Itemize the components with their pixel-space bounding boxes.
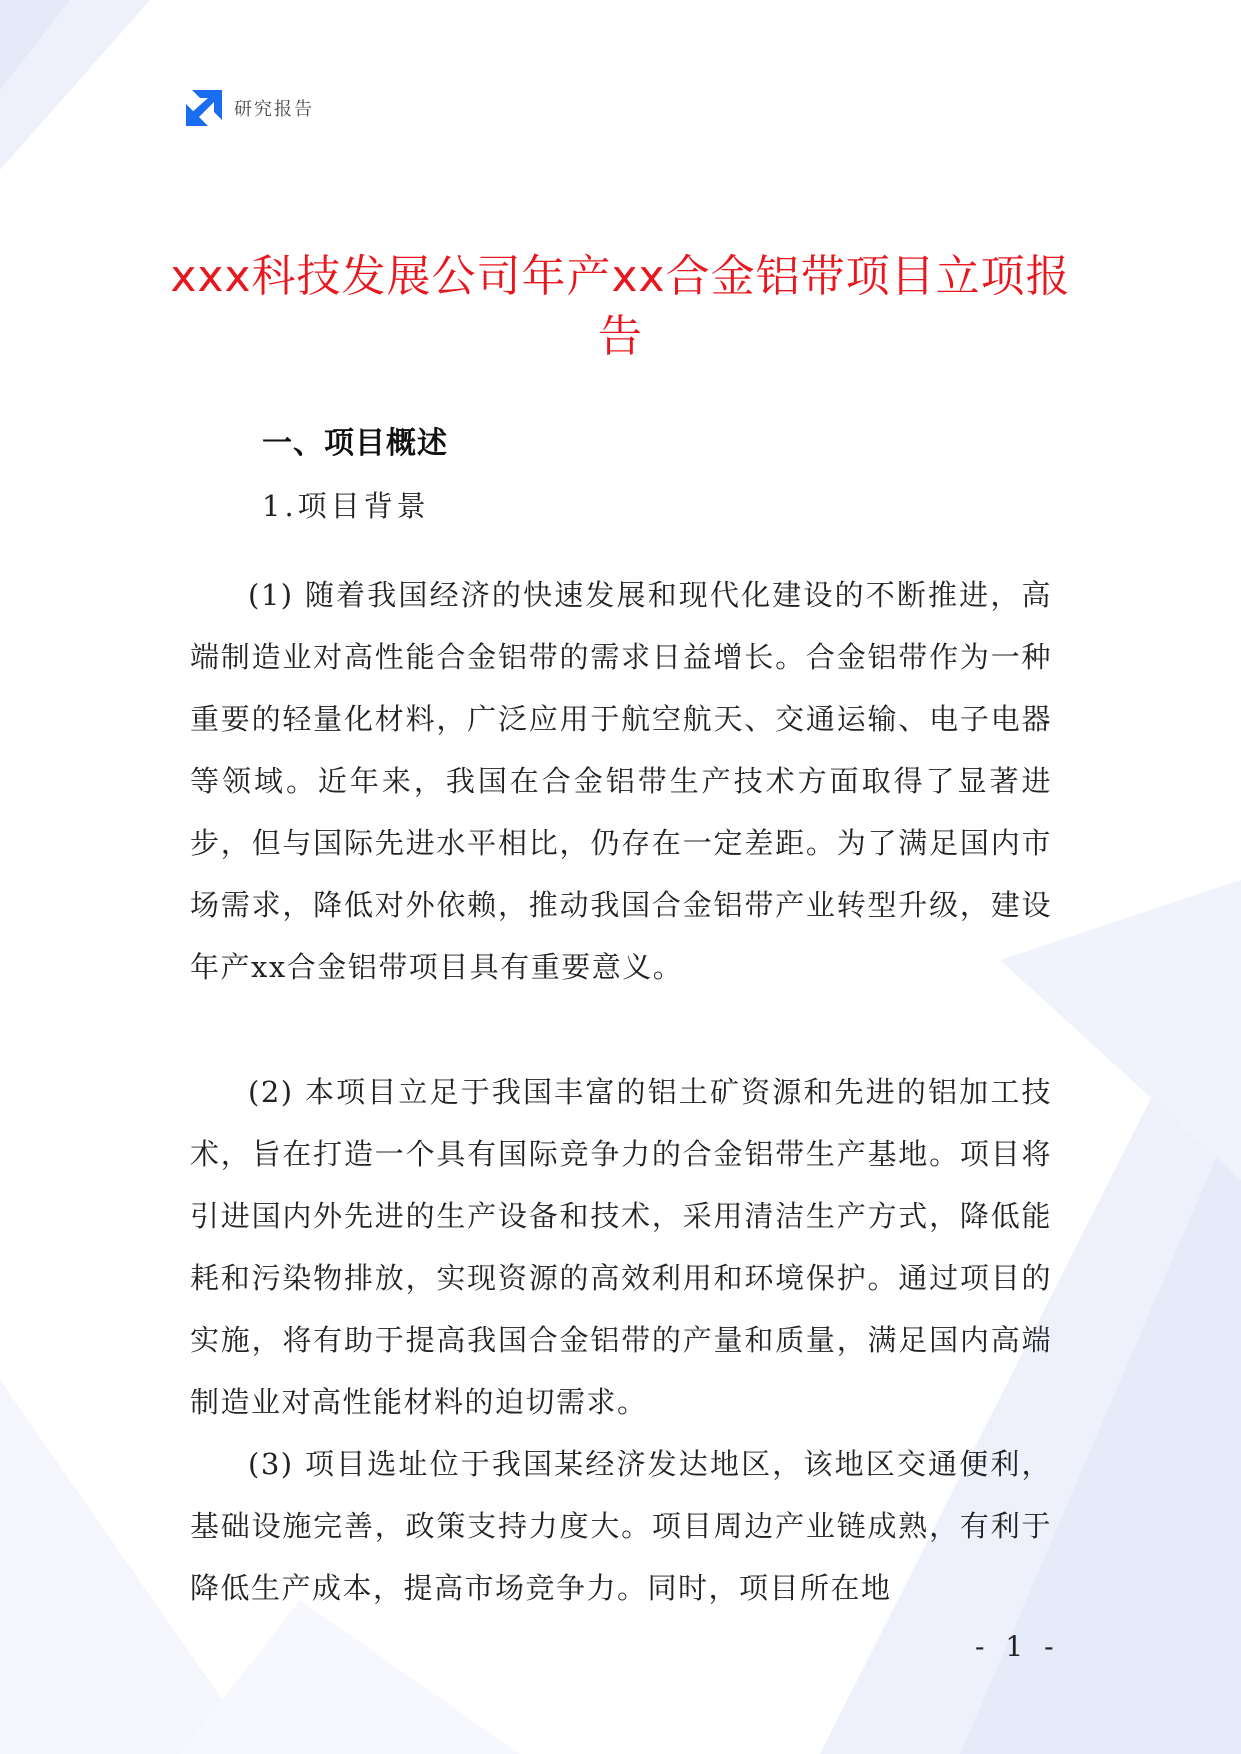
section-heading: 一、项目概述: [262, 426, 448, 461]
brand-label: 研究报告: [234, 99, 314, 120]
subsection-heading: 1.项目背景: [262, 489, 430, 523]
paragraph: (1) 随着我国经济的快速发展和现代化建设的不断推进，高端制造业对高性能合金铝带的需求日益增长。合金铝带作为一种重要的轻量化材料，广泛应用于航空航天、交通运输、电子电器等领域。近年来，我国在合金铝带生产技术方面取得了显著进步，但与国际先进水平相比，仍存在一定差距。为了满足国内市场需求，降低对外依赖，推动我国合金铝带产业转型升级，建设年产xx合金铝带项目具有重要意义。: [190, 578, 1052, 984]
page-number: - 1 -: [975, 1630, 1060, 1663]
arrow-logo-icon: [186, 90, 222, 126]
brand-header: [186, 90, 314, 126]
report-title: xxx科技发展公司年产xx合金铝带项目立项报告: [170, 251, 1071, 363]
paragraph: (2) 本项目立足于我国丰富的铝土矿资源和先进的铝加工技术，旨在打造一个具有国际竞争力的合金铝带生产基地。项目将引进国内外先进的生产设备和技术，采用清洁生产方式，降低能耗和污染物排放，实现资源的高效利用和环境保护。通过项目的实施，将有助于提高我国合金铝带的产量和质量，满足国内高端制造业对高性能材料的迫切需求。: [190, 1075, 1052, 1419]
paragraph: (3) 项目选址位于我国某经济发达地区，该地区交通便利，基础设施完善，政策支持力度大。项目周边产业链成熟，有利于降低生产成本，提高市场竞争力。同时，项目所在地: [190, 1447, 1052, 1605]
